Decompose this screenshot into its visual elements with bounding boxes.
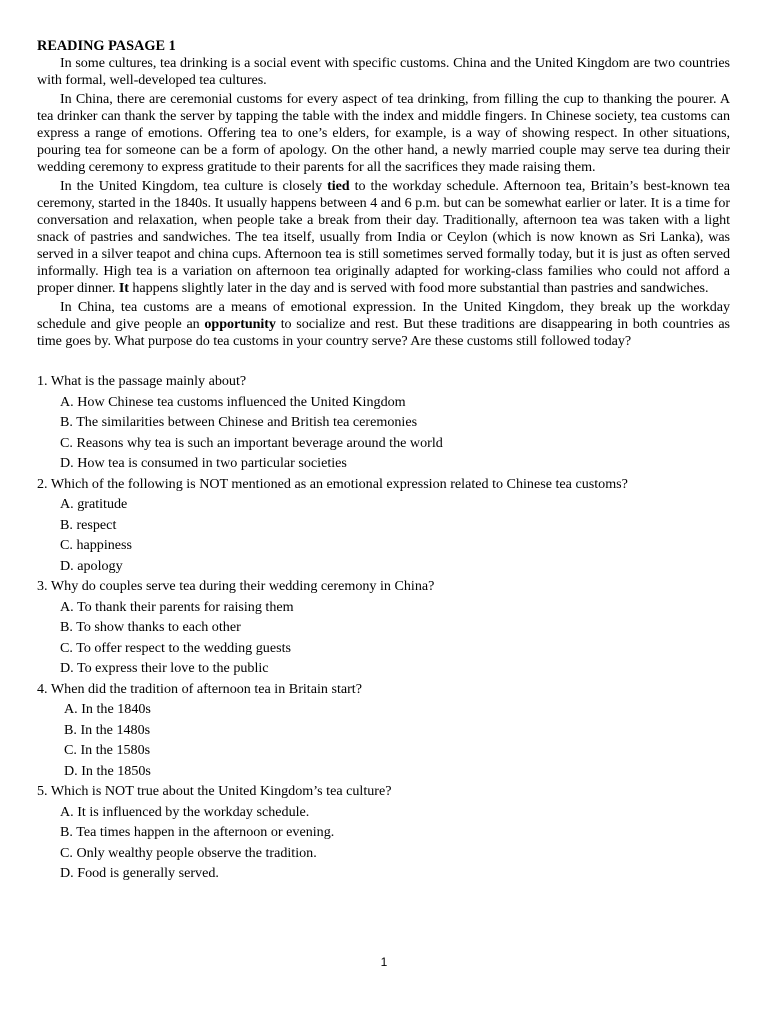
paragraph-2-text: In China, there are ceremonial customs for every aspect of tea drinking, from filling the cup to thanking the pourer. A tea drinker can thank the server by tapping the table with the index and middle fingers. In Chinese society, tea customs can express a range of emotions. Offering tea to one’s elders, for example, is a way of showing respect. In other situations, pouring tea for someone can be a form of apology. On the other hand, a newly married couple may serve tea during their wedding ceremony to express gratitude to their parents for all the sacrifices they made raising them. xyxy=(37,91,730,175)
question-4-option-d: D. In the 1850s xyxy=(64,762,151,779)
document-page xyxy=(37,38,730,884)
paragraph-4 xyxy=(37,299,730,350)
paragraph-4-text-c: to socialize and rest. But these traditions are disappearing in both countries as time goes by. What purpose do tea customs in your country serve? Are these customs still followed today? xyxy=(37,316,730,349)
question-5-option-b: B. Tea times happen in the afternoon or evening. xyxy=(60,824,335,840)
question-1-option-c: C. Reasons why tea is such an important beverage around the world xyxy=(60,434,443,451)
question-5-option-a: A. It is influenced by the workday schedule. xyxy=(60,803,310,820)
question-2-option-a: A. gratitude xyxy=(60,496,128,512)
paragraph-3-bold-it: It xyxy=(118,280,129,296)
question-3: 3. Why do couples serve tea during their wedding ceremony in China? xyxy=(37,578,435,594)
question-1-option-a: A. How Chinese tea customs influenced the United Kingdom xyxy=(60,393,406,410)
paragraph-3-text-a: In the United Kingdom, tea culture is closely xyxy=(60,178,328,194)
question-1-option-d: D. How tea is consumed in two particular societies xyxy=(60,455,347,471)
question-4-option-a: A. In the 1840s xyxy=(64,701,151,717)
question-3-option-c: C. To offer respect to the wedding guests xyxy=(60,639,291,656)
passage-title: READING PASAGE 1 xyxy=(37,38,176,54)
paragraph-3-bold-tied: tied xyxy=(327,178,350,194)
question-5-option-d: D. Food is generally served. xyxy=(60,865,219,881)
paragraph-1-text: In some cultures, tea drinking is a social event with specific customs. China and the United Kingdom are two countries with formal, well-developed tea cultures. xyxy=(37,55,730,88)
question-3-option-d: D. To express their love to the public xyxy=(60,660,269,676)
question-5-option-c: C. Only wealthy people observe the tradition. xyxy=(60,844,317,861)
question-2-option-c: C. happiness xyxy=(60,537,133,553)
paragraph-3 xyxy=(37,178,730,297)
question-2-option-b: B. respect xyxy=(60,516,117,533)
question-2-option-d: D. apology xyxy=(60,557,123,574)
paragraph-3-text-c: to the workday schedule. Afternoon tea, Britain’s best-known tea ceremony, started in the 1840s. It usually happens between 4 and 6 p.m. but can be somewhat earlier or later. It is a time for conversation and relaxation, when people take a break from their day. Traditionally, afternoon tea was taken with a light snack of pastries and sandwiches. The tea itself, usually from India or Ceylon (which is now known as Sri Lanka), was served in a silver teapot and china cups. Afternoon tea is still sometimes served formally today, but it is just as often served informally. High tea is a variation on afternoon tea originally adapted for working-class families who could not afford a proper dinner. xyxy=(37,178,730,296)
paragraph-4-bold-opportunity: opportunity xyxy=(204,316,276,332)
question-1: 1. What is the passage mainly about? xyxy=(37,373,247,389)
paragraph-1 xyxy=(37,55,730,89)
question-4-option-b: B. In the 1480s xyxy=(64,721,151,738)
paragraph-4-text-a: In China, tea customs are a means of emotional expression. In the United Kingdom, they break up the workday schedule and give people an xyxy=(37,299,730,332)
page-number: 1 xyxy=(380,955,388,969)
question-list xyxy=(37,371,730,884)
question-4-option-c: C. In the 1580s xyxy=(64,742,151,758)
question-2: 2. Which of the following is NOT mentioned as an emotional expression related to Chinese tea customs? xyxy=(37,475,628,492)
paragraph-3-text-d: happens slightly later in the day and is served with food more substantial than pastries and sandwiches. xyxy=(128,280,709,296)
question-3-option-b: B. To show thanks to each other xyxy=(60,619,241,635)
question-4: 4. When did the tradition of afternoon tea in Britain start? xyxy=(37,680,362,697)
question-5: 5. Which is NOT true about the United Kingdom’s tea culture? xyxy=(37,783,392,799)
question-1-option-b: B. The similarities between Chinese and British tea ceremonies xyxy=(60,414,418,430)
question-3-option-a: A. To thank their parents for raising them xyxy=(60,598,294,615)
paragraph-2 xyxy=(37,91,730,176)
